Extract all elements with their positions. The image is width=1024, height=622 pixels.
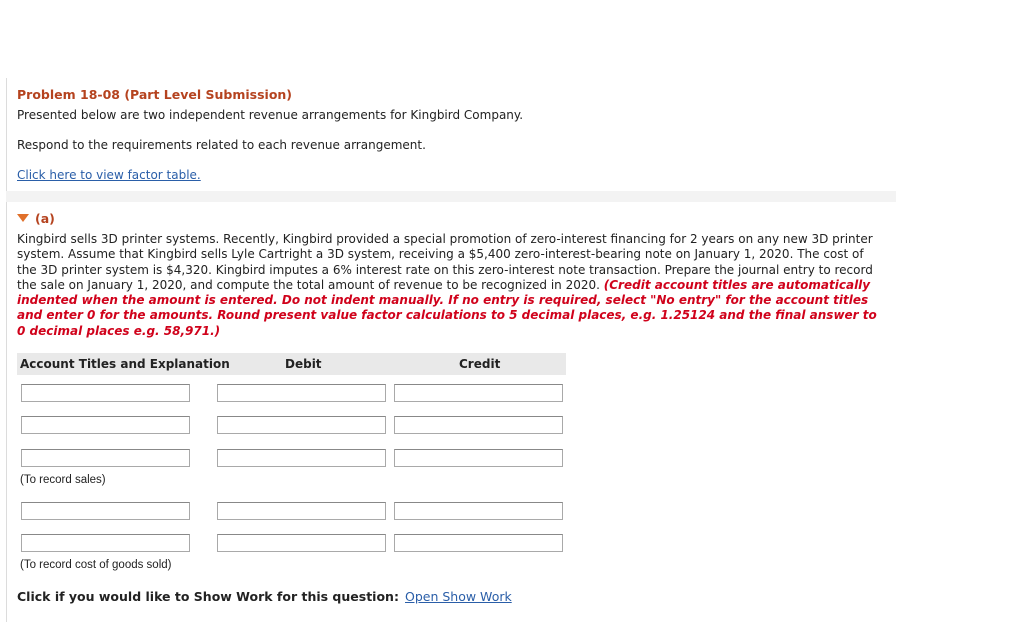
account-field-4[interactable]: [21, 502, 190, 520]
collapse-triangle-icon: [17, 214, 29, 222]
journal-header-row: [17, 353, 566, 375]
problem-respond: Respond to the requirements related to each revenue arrangement.: [17, 138, 426, 152]
account-field-5[interactable]: [21, 534, 190, 552]
problem-panel: [6, 78, 897, 191]
factor-table-link[interactable]: Click here to view factor table.: [17, 168, 201, 182]
memo-cogs: (To record cost of goods sold): [20, 559, 172, 571]
debit-field-1[interactable]: [217, 384, 386, 402]
debit-field-4[interactable]: [217, 502, 386, 520]
account-field-1[interactable]: [21, 384, 190, 402]
credit-field-2[interactable]: [394, 416, 563, 434]
problem-title: Problem 18-08 (Part Level Submission): [17, 87, 293, 102]
debit-field-2[interactable]: [217, 416, 386, 434]
credit-field-5[interactable]: [394, 534, 563, 552]
debit-field-3[interactable]: [217, 449, 386, 467]
debit-field-5[interactable]: [217, 534, 386, 552]
header-debit: Debit: [285, 357, 322, 371]
section-divider: [6, 191, 896, 202]
memo-sales: (To record sales): [20, 474, 106, 486]
credit-field-4[interactable]: [394, 502, 563, 520]
header-account: Account Titles and Explanation: [20, 357, 230, 371]
problem-intro: Presented below are two independent revenue arrangements for Kingbird Company.: [17, 108, 524, 122]
open-show-work-link[interactable]: Open Show Work: [405, 589, 512, 604]
part-a-question: [17, 232, 887, 339]
account-field-3[interactable]: [21, 449, 190, 467]
part-a-toggle[interactable]: [17, 211, 55, 226]
question-text: Kingbird sells 3D printer systems. Recently, Kingbird provided a special promotion of zero-interest financing for 2 years on any new 3D printer system. Assume that Kingbird sells Lyle Cartright a 3D system, receiving a $5,400 zero-interest-bearing note on January 1, 2020. The cost of the 3D printer system is $4,320. Kingbird imputes a 6% interest rate on this zero-interest note transaction. Prepare the journal entry to record the sale on January 1, 2020, and compute the total amount of revenue to be recognized in 2020.: [17, 232, 873, 292]
part-a-panel: [6, 202, 1024, 622]
show-work-prompt: Click if you would like to Show Work for this question:: [17, 589, 399, 604]
question-instructions: (Credit account titles are automatically indented when the amount is entered. Do not indent manually. If no entry is required, select "No entry" for the account titles and enter 0 for the amounts. Round present value factor calculations to 5 decimal places, e.g. 1.25124 and the final answer to 0 decimal places e.g. 58,971.): [17, 277, 877, 338]
header-credit: Credit: [459, 357, 501, 371]
credit-field-3[interactable]: [394, 449, 563, 467]
credit-field-1[interactable]: [394, 384, 563, 402]
account-field-2[interactable]: [21, 416, 190, 434]
part-a-label: (a): [35, 211, 55, 226]
